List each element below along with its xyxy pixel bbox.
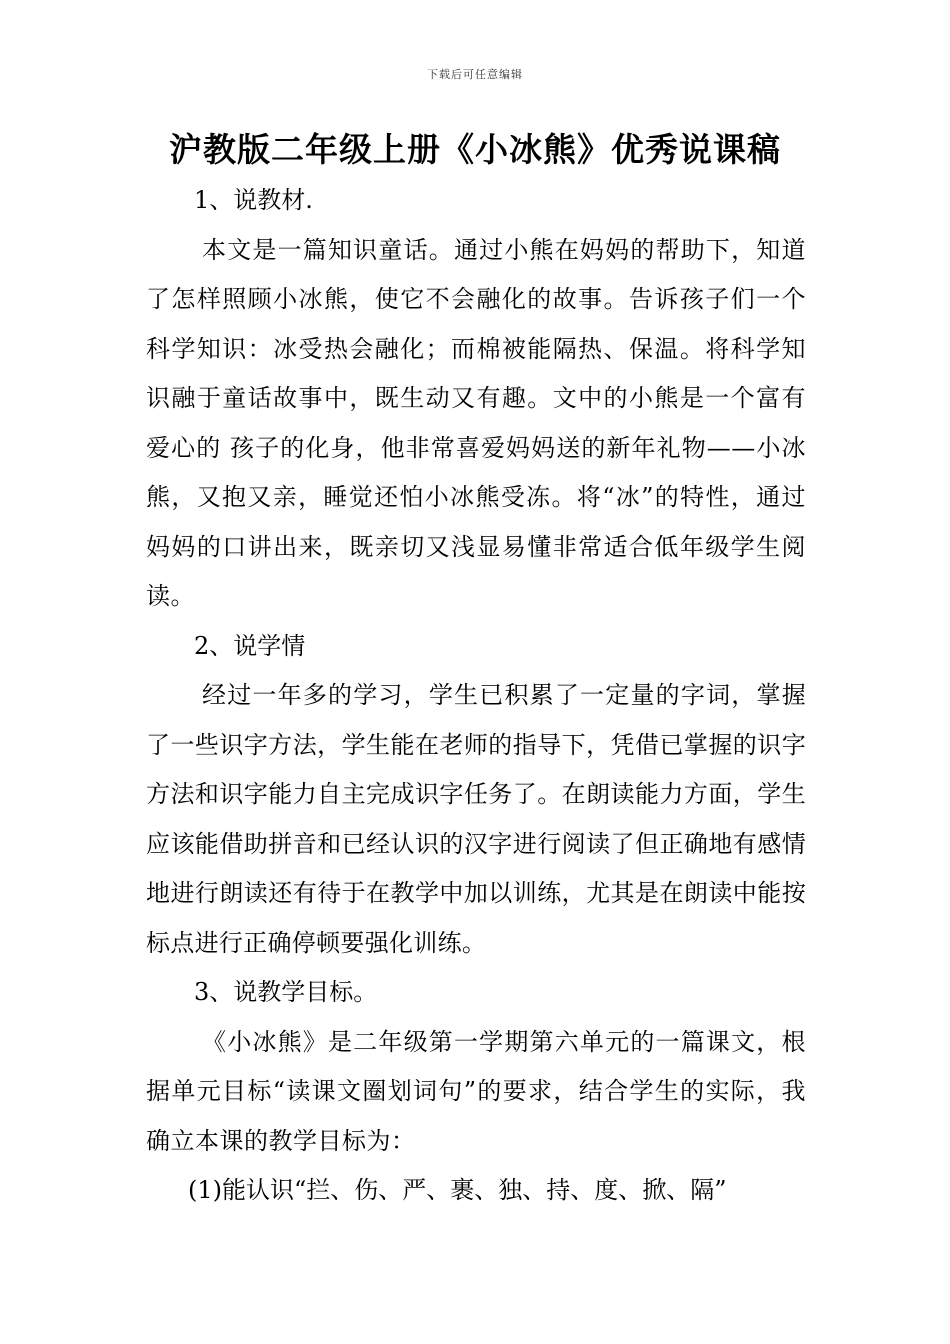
document-body (146, 176, 806, 1216)
paragraph-students: 经过一年多的学习，学生已积累了一定量的字词，掌握了一些识字方法，学生能在老师的指导下，凭借已掌握的识字方法和识字能力自主完成识字任务了。在朗读能力方面，学生应该能借助拼音和已经认识的汉字进行阅读了但正确地有感情地进行朗读还有待于在教学中加以训练，尤其是在朗读中能按标点进行正确停顿要强化训练。 (146, 681, 806, 957)
section-heading-textbook: 1、说教材. (194, 186, 313, 214)
section-heading-students: 2、说学情 (194, 631, 306, 660)
objective-item-1: (1)能认识“拦、伤、严、裹、独、持、度、掀、隔” (188, 1176, 727, 1204)
header-note: 下载后可任意编辑 (427, 68, 523, 81)
paragraph-objectives: 《小冰熊》是二年级第一学期第六单元的一篇课文，根据单元目标“读课文圈划词句”的要求，结合学生的实际，我确立本课的教学目标为： (146, 1027, 806, 1155)
document-title: 沪教版二年级上册《小冰熊》优秀说课稿 (169, 130, 781, 169)
paragraph-textbook: 本文是一篇知识童话。通过小熊在妈妈的帮助下，知道了怎样照顾小冰熊，使它不会融化的故事。告诉孩子们一个科学知识：冰受热会融化；而棉被能隔热、保温。将科学知识融于童话故事中，既生动又有趣。文中的小熊是一个富有爱心的 孩子的化身，他非常喜爱妈妈送的新年礼物——小冰熊，又抱又亲，睡觉还怕小冰熊受冻。将“冰”的特性，通过妈妈的口讲出来，既亲切又浅显易懂非常适合低年级学生阅读。 (146, 235, 806, 610)
section-heading-objectives: 3、说教学目标。 (194, 978, 378, 1006)
